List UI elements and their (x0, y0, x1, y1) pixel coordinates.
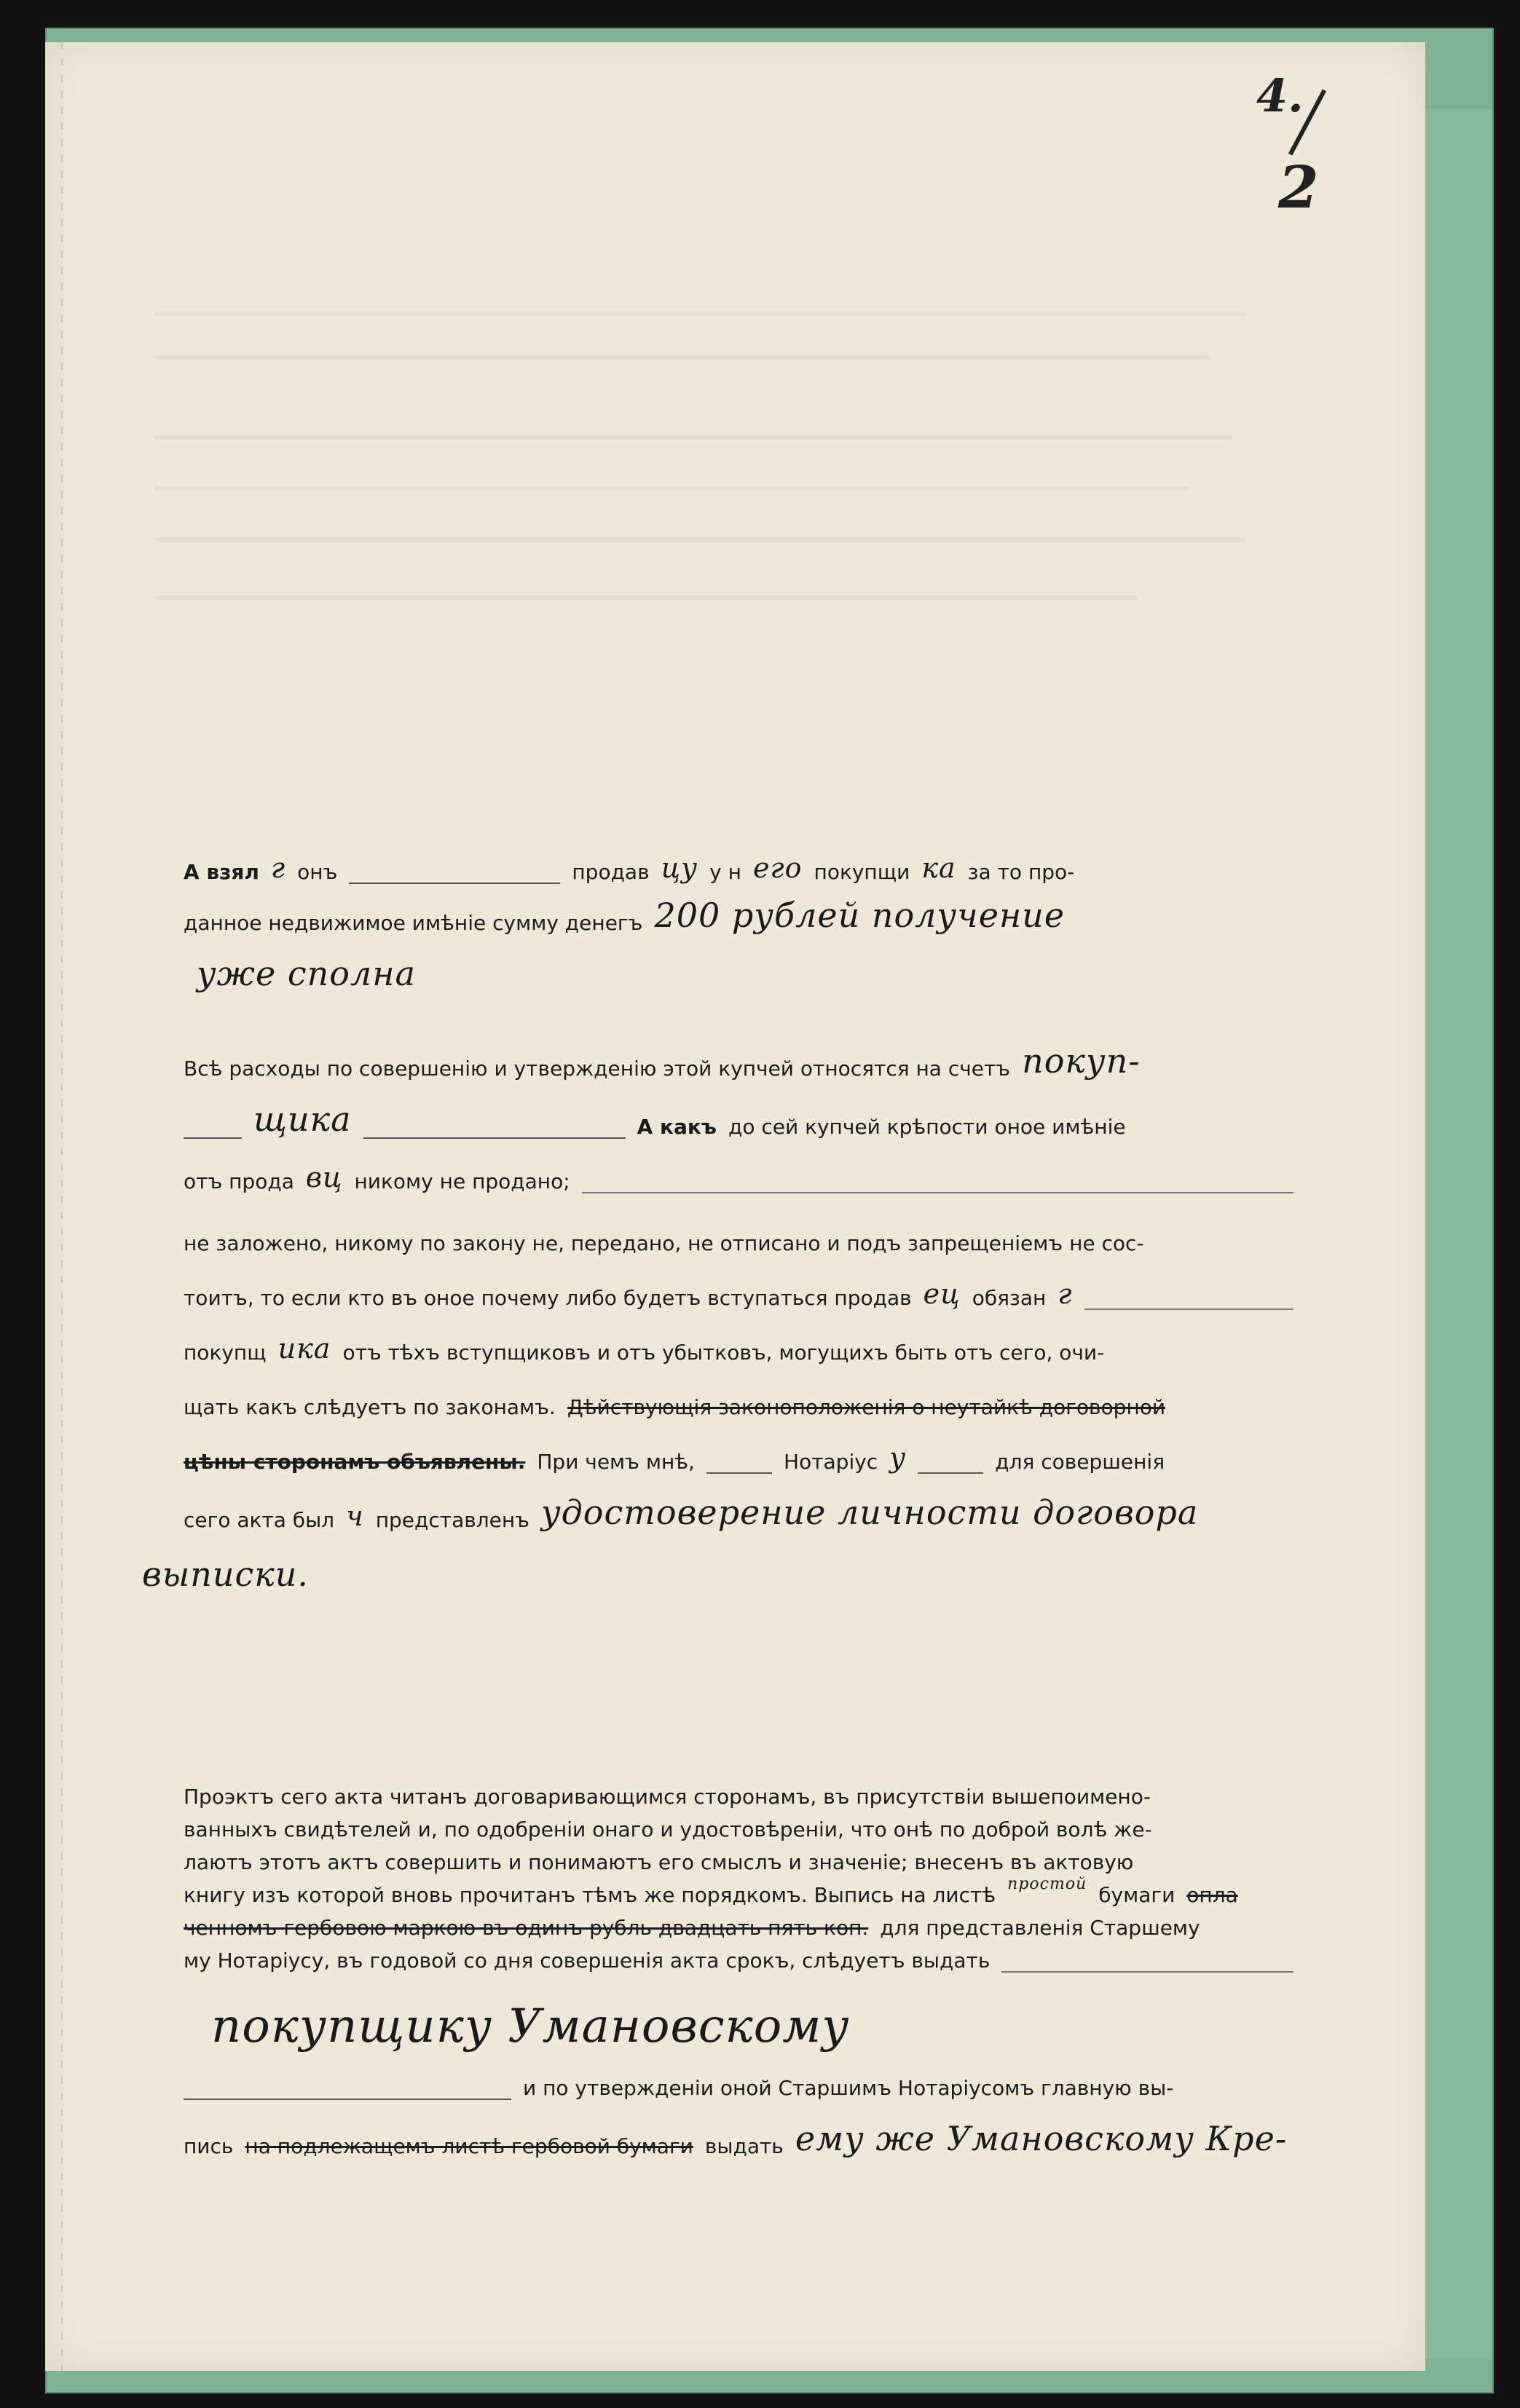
paragraph1-line2 (184, 896, 1305, 935)
handwritten-text: удостоверение личности договора (540, 1493, 1199, 1532)
paragraph2-line8 (184, 1442, 1305, 1474)
handwritten-text: уже сполна (197, 954, 416, 993)
paragraph2-line4 (184, 1223, 1305, 1255)
bleed-through-line (154, 355, 1210, 360)
paragraph2-line1 (184, 1041, 1305, 1081)
blank-line (582, 1172, 1293, 1193)
handwritten-text: ец (923, 1278, 961, 1310)
typed-text: у н (709, 860, 741, 884)
paragraph3-line3 (184, 1842, 1305, 1874)
paragraph2-line3 (184, 1161, 1305, 1193)
typed-text: тоитъ, то если кто въ оное почему либо будетъ вступаться продав (184, 1286, 912, 1310)
paragraph2-line6 (184, 1333, 1305, 1365)
blank-line (184, 1117, 242, 1139)
handwritten-text: покуп- (1022, 1041, 1141, 1081)
typed-text: бумаги (1098, 1883, 1176, 1907)
typed-text: Всѣ расходы по совершенію и утвержденію этой купчей относятся на счетъ (184, 1057, 1011, 1081)
struck-text: опла (1186, 1883, 1238, 1907)
handwritten-text: щика (253, 1100, 352, 1139)
paragraph3-line2 (184, 1809, 1305, 1841)
bleed-through-line (154, 435, 1232, 440)
blank-line (706, 1452, 772, 1474)
typed-text: А какъ (637, 1115, 717, 1139)
typed-text: При чемъ мнѣ, (537, 1450, 696, 1474)
handwritten-text: г (1058, 1278, 1073, 1310)
paragraph2-line7 (184, 1387, 1305, 1419)
paragraph2-line5 (184, 1278, 1305, 1310)
folio-number-bottom: 2 (1278, 153, 1319, 221)
typed-text: представленъ (375, 1508, 529, 1532)
handwritten-text: цу (661, 852, 698, 884)
typed-text: за то про- (967, 860, 1075, 884)
struck-text: цѣны сторонамъ объявлены. (184, 1450, 526, 1474)
paragraph3-line1 (184, 1777, 1305, 1809)
typed-text: не заложено, никому по закону не, передано, не отписано и подъ запрещеніемъ не сос- (184, 1231, 1144, 1255)
typed-text: выдать (704, 2134, 784, 2158)
typed-text: никому не продано; (354, 1169, 570, 1193)
blank-line (1084, 1288, 1293, 1310)
bleed-through-line (154, 537, 1247, 542)
struck-text: Дѣйствующія законоположенія о неутайкѣ договорной (567, 1395, 1166, 1419)
typed-text: обязан (972, 1286, 1047, 1310)
typed-text: и по утвержденіи оной Старшимъ Нотаріусомъ главную вы- (523, 2076, 1174, 2100)
typed-text: онъ (297, 860, 338, 884)
paragraph1-line1 (184, 852, 1305, 884)
folio-number-top: 4. (1256, 69, 1304, 122)
typed-text: Нотаріус (784, 1450, 878, 1474)
bleed-through-line (154, 596, 1138, 600)
paragraph2-line2 (184, 1100, 1305, 1139)
bleed-through-line (154, 486, 1189, 491)
typed-text: покупщи (814, 860, 910, 884)
paragraph1-line3 (197, 954, 1318, 993)
blank-line (184, 2078, 511, 2100)
typed-text: отъ прода (184, 1169, 294, 1193)
blank-line (918, 1452, 983, 1474)
typed-text: А взял (184, 860, 259, 884)
handwritten-text: ка (921, 852, 956, 884)
typed-text: ванныхъ свидѣтелей и, по одобреніи онаго и удостовѣреніи, что онѣ по доброй волѣ же- (184, 1817, 1152, 1841)
typed-text: сего акта был (184, 1508, 335, 1532)
typed-text: отъ тѣхъ вступщиковъ и отъ убытковъ, могущихъ быть отъ сего, очи- (342, 1341, 1105, 1365)
paragraph3-line5 (184, 1908, 1305, 1940)
paragraph3-line9 (184, 2119, 1305, 2158)
paragraph3-line8 (184, 2068, 1305, 2100)
handwritten-text: вц (305, 1161, 343, 1193)
typed-text: для представленія Старшему (880, 1916, 1200, 1940)
typed-text: щать какъ слѣдуетъ по законамъ. (184, 1395, 556, 1419)
handwritten-text: ч (346, 1500, 364, 1532)
typed-text: му Нотаріусу, въ годовой со дня совершенія акта срокъ, слѣдуетъ выдать (184, 1949, 991, 1973)
handwritten-text: у (889, 1442, 907, 1474)
typed-text: продав (572, 860, 650, 884)
handwritten-text: покупщику Умановскому (211, 2000, 850, 2053)
paragraph3-line7 (211, 1995, 1333, 2053)
paragraph3-line4 (184, 1875, 1305, 1907)
blank-line (349, 862, 560, 884)
struck-text: на подлежащемъ листѣ гербовой бумаги (245, 2134, 693, 2158)
handwritten-text: его (752, 852, 803, 884)
paragraph3-line6 (184, 1941, 1305, 1973)
handwritten-text: 200 рублей получение (654, 896, 1066, 935)
typed-text: книгу изъ которой вновь прочитанъ тѣмъ же порядкомъ. Выпись на листѣ (184, 1883, 996, 1907)
typed-text: для совершенія (995, 1450, 1165, 1474)
typed-text: до сей купчей крѣпости оное имѣніе (728, 1115, 1126, 1139)
handwritten-text: ика (277, 1333, 331, 1365)
handwritten-text: выписки. (142, 1555, 309, 1594)
struck-text: ченномъ гербовою маркою въ одинъ рубль двадцать пять коп. (184, 1916, 869, 1940)
typed-text: покупщ (184, 1341, 267, 1365)
blank-line (1001, 1951, 1293, 1973)
blank-line (363, 1117, 626, 1139)
paragraph2-line9 (184, 1493, 1305, 1532)
typed-text: пись (184, 2134, 234, 2158)
handwritten-text: ему же Умановскому Кре- (795, 2119, 1288, 2158)
typed-text: данное недвижимое имѣніе сумму денегъ (184, 911, 643, 935)
handwritten-text: г (270, 852, 286, 884)
handwritten-text: простой (1007, 1875, 1087, 1893)
typed-text: лаютъ этотъ актъ совершить и понимаютъ его смыслъ и значеніе; внесенъ въ актовую (184, 1850, 1134, 1874)
typed-text: Проэктъ сего акта читанъ договаривающимся сторонамъ, въ присутствіи вышепоимено- (184, 1785, 1151, 1809)
paragraph2-line10 (142, 1555, 1264, 1594)
bleed-through-line (154, 312, 1247, 316)
